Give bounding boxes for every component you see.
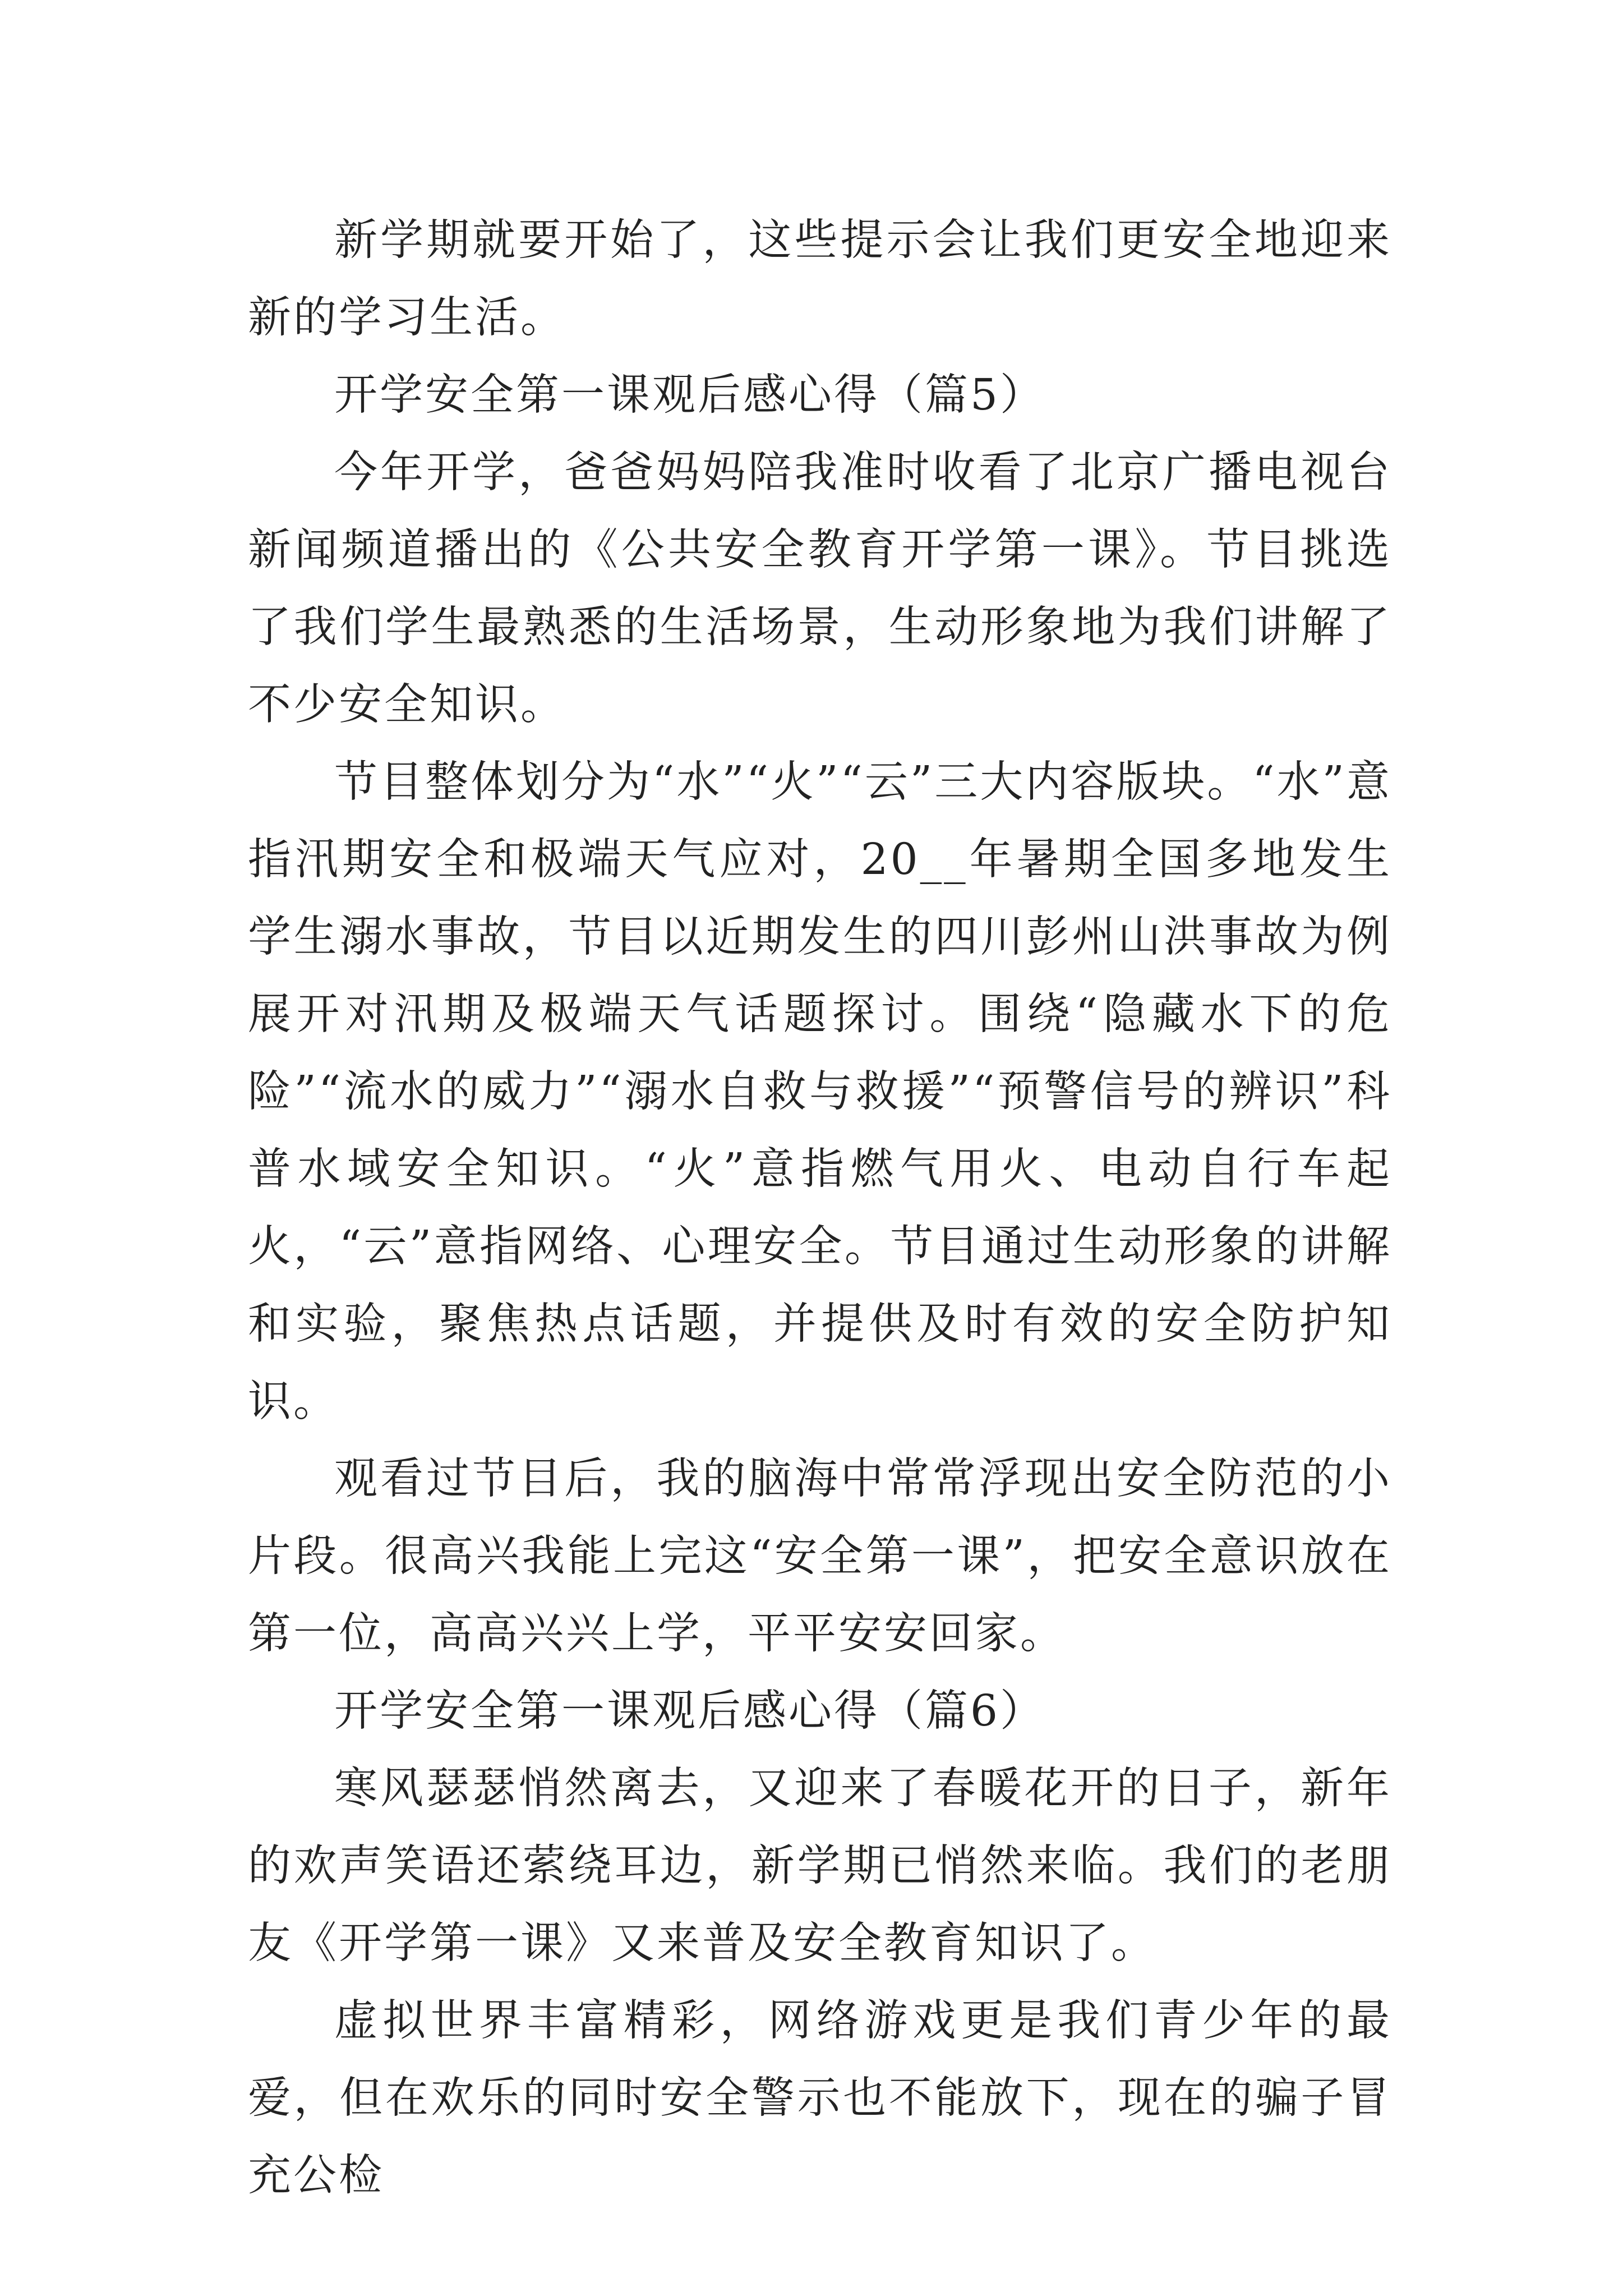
document-body	[248, 202, 1392, 2215]
paragraph-6-1: 寒风瑟瑟悄然离去，又迎来了春暖花开的日子，新年的欢声笑语还萦绕耳边，新学期已悄然来临。我们的老朋友《开学第一课》又来普及安全教育知识了。	[248, 1764, 1392, 1968]
section-heading-5: 开学安全第一课观后感心得（篇5）	[334, 370, 1045, 420]
paragraph-5-2: 节目整体划分为“水”“火”“云”三大内容版块。“水”意指汛期安全和极端天气应对，20__年暑期全国多地发生学生溺水事故，节目以近期发生的四川彭州山洪事故为例展开对汛期及极端天气话题探讨。围绕“隐藏水下的危险”“流水的威力”“溺水自救与救援”“预警信号的辨识”科普水域安全知识。“火”意指燃气用火、电动自行车起火，“云”意指网络、心理安全。节目通过生动形象的讲解和实验，聚焦热点话题，并提供及时有效的安全防护知识。	[248, 757, 1392, 1427]
paragraph-5-1: 今年开学，爸爸妈妈陪我准时收看了北京广播电视台新闻频道播出的《公共安全教育开学第一课》。节目挑选了我们学生最熟悉的生活场景，生动形象地为我们讲解了不少安全知识。	[248, 448, 1392, 730]
section-heading-6: 开学安全第一课观后感心得（篇6）	[334, 1686, 1045, 1736]
paragraph-intro-end: 新学期就要开始了，这些提示会让我们更安全地迎来新的学习生活。	[248, 215, 1392, 343]
paragraph-6-2: 虚拟世界丰富精彩，网络游戏更是我们青少年的最爱，但在欢乐的同时安全警示也不能放下，现在的骗子冒充公检	[248, 1996, 1392, 2201]
paragraph-5-3: 观看过节目后，我的脑海中常常浮现出安全防范的小片段。很高兴我能上完这“安全第一课”，把安全意识放在第一位，高高兴兴上学，平平安安回家。	[248, 1454, 1392, 1659]
